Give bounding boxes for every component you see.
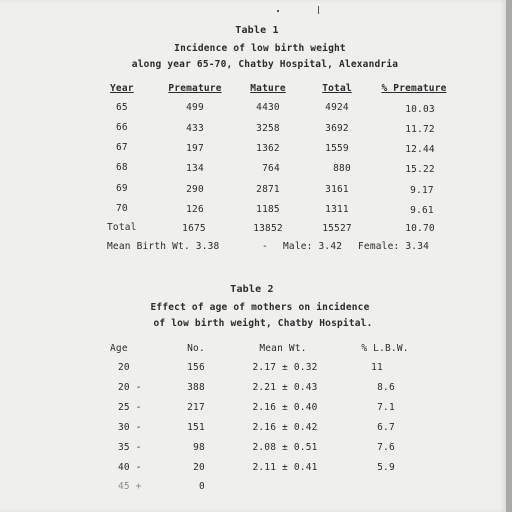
table2-cell: 217 [187,402,205,413]
table2-cell: 6.7 [377,422,395,433]
table2-cell: 2.11 ± 0.41 [252,462,318,473]
table1-cell: 13852 [253,223,283,234]
table1-header-percent-premature: % Premature [381,83,447,94]
scan-mark [277,10,279,12]
scan-page-edge [506,0,512,512]
table2-header-no: No. [187,343,205,354]
table2-cell: 2.16 ± 0.42 [252,422,318,433]
table1-header-mature: Mature [250,83,286,94]
table2-cell: 388 [187,382,205,393]
table1-cell: 2871 [256,184,280,195]
table1-cell: 1675 [182,223,206,234]
table1-cell: 68 [116,162,128,173]
table2-cell: 20 [193,462,205,473]
table2-cell: 0 [199,481,205,492]
table2-cell: 45 + [118,481,142,492]
table2-cell: 7.1 [377,402,395,413]
table2-cell: 20 - [118,382,142,393]
table1-cell: 66 [116,122,128,133]
table1-title: Table 1 [235,25,279,36]
table1-cell: 11.72 [405,124,435,135]
table2-cell: 2.21 ± 0.43 [252,382,318,393]
table2-cell: 5.9 [377,462,395,473]
table1-cell: 4430 [256,102,280,113]
table1-cell: 134 [186,163,204,174]
table1-cell: 1185 [256,204,280,215]
table1-cell: 880 [333,163,351,174]
table2-subtitle-line2: of low birth weight, Chatby Hospital. [153,318,373,329]
table1-cell: 3258 [256,123,280,134]
table1-cell: 197 [186,143,204,154]
table2-cell: 151 [187,422,205,433]
table2-cell: 8.6 [377,382,395,393]
table2-cell: 40 - [118,462,142,473]
table1-cell: 65 [116,102,128,113]
table2-header-percent-lbw: % L.B.W. [361,343,409,354]
table2-cell: 2.08 ± 0.51 [252,442,318,453]
table2-header-mean-wt: Mean Wt. [259,343,307,354]
table2-cell: 156 [187,362,205,373]
table1-cell: 67 [116,142,128,153]
table2-title: Table 2 [230,284,274,295]
table1-cell: 1362 [256,143,280,154]
table2-header-age: Age [110,343,128,354]
table1-cell: 15527 [322,223,352,234]
table1-cell: 3692 [325,123,349,134]
table1-subtitle-line1: Incidence of low birth weight [174,43,346,54]
table1-cell: 10.03 [405,104,435,115]
table1-cell: 126 [186,204,204,215]
table1-cell: 15.22 [405,164,435,175]
table2-cell: 25 - [118,402,142,413]
table1-header-premature: Premature [168,83,222,94]
table2-cell: 7.6 [377,442,395,453]
table2-subtitle-line1: Effect of age of mothers on incidence [150,302,370,313]
table1-cell: 10.70 [405,223,435,234]
table1-total-label: Total [107,222,137,233]
table1-header-year: Year [110,83,134,94]
table1-footnote-dash: - [262,241,268,252]
table2-cell: 35 - [118,442,142,453]
table1-female-weight: Female: 3.34 [358,241,430,252]
scan-mark [318,6,319,14]
table1-cell: 9.61 [410,205,434,216]
table1-cell: 69 [116,183,128,194]
table2-cell: 11 [371,362,383,373]
table1-subtitle-line2: along year 65-70, Chatby Hospital, Alexandria [131,59,399,70]
table1-male-weight: Male: 3.42 [283,241,343,252]
table1-cell: 764 [262,163,280,174]
table1-cell: 1559 [325,143,349,154]
table1-cell: 70 [116,203,128,214]
table2-cell: 2.16 ± 0.40 [252,402,318,413]
table1-mean-birth-weight: Mean Birth Wt. 3.38 [107,241,220,252]
table1-cell: 4924 [325,102,349,113]
table1-header-total: Total [322,83,352,94]
table1-cell: 1311 [325,204,349,215]
table1-cell: 3161 [325,184,349,195]
table2-cell: 20 [118,362,130,373]
table1-cell: 12.44 [405,144,435,155]
table2-cell: 98 [193,442,205,453]
table2-cell: 2.17 ± 0.32 [252,362,318,373]
table1-cell: 290 [186,184,204,195]
table1-cell: 499 [186,102,204,113]
table1-cell: 9.17 [410,185,434,196]
table1-cell: 433 [186,123,204,134]
table2-cell: 30 - [118,422,142,433]
